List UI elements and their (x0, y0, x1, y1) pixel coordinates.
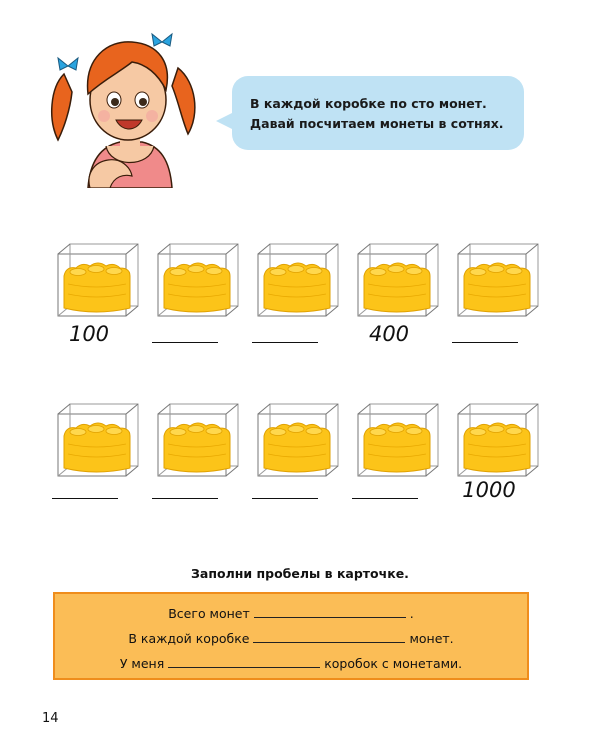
coin-box (156, 242, 240, 318)
coin-box (56, 242, 140, 318)
box-count-label: 400 (368, 322, 410, 346)
speech-bubble (232, 76, 524, 150)
answer-blank[interactable] (452, 342, 518, 343)
girl-illustration (50, 28, 200, 188)
speech-line-2: Давай посчитаем монеты в сотнях. (250, 116, 504, 131)
blank-box-count[interactable] (168, 655, 320, 668)
card-line-3-prefix: У меня (119, 656, 165, 671)
answer-blank[interactable] (52, 498, 118, 499)
box-count-label: 100 (68, 322, 110, 346)
card-line-total (55, 605, 527, 621)
answer-blank[interactable] (352, 498, 418, 499)
coin-box (356, 242, 440, 318)
coin-box (156, 402, 240, 478)
coin-box (256, 402, 340, 478)
instruction-text: Заполни пробелы в карточке. (191, 566, 409, 581)
page-number: 14 (42, 711, 59, 726)
card-line-boxes (55, 655, 527, 671)
coin-box-icon (256, 242, 340, 318)
answer-blank[interactable] (252, 498, 318, 499)
box-count-label: 1000 (462, 478, 516, 502)
coin-box-icon (256, 402, 340, 478)
answer-blank[interactable] (152, 498, 218, 499)
answer-blank[interactable] (152, 342, 218, 343)
card-line-1-suffix: . (409, 606, 414, 621)
card-line-1-prefix: Всего монет (168, 606, 250, 621)
coin-box-icon (356, 402, 440, 478)
card-line-per-box (55, 630, 527, 646)
card-line-3-suffix: коробок с монетами. (324, 656, 463, 671)
coin-box (356, 402, 440, 478)
card-line-2-prefix: В каждой коробке (128, 631, 250, 646)
blank-total-coins[interactable] (254, 605, 406, 618)
fill-in-card (53, 592, 529, 680)
coin-box-icon (356, 242, 440, 318)
coin-box (456, 402, 540, 478)
coin-box-icon (56, 402, 140, 478)
coin-box (256, 242, 340, 318)
speech-line-1: В каждой коробке по сто монет. (250, 96, 487, 111)
coin-box-icon (56, 242, 140, 318)
blank-coins-per-box[interactable] (253, 630, 405, 643)
answer-blank[interactable] (252, 342, 318, 343)
coin-box (456, 242, 540, 318)
coin-box-icon (456, 242, 540, 318)
card-line-2-suffix: монет. (409, 631, 454, 646)
coin-box-icon (156, 402, 240, 478)
coin-box-icon (456, 402, 540, 478)
coin-box (56, 402, 140, 478)
coin-box-icon (156, 242, 240, 318)
